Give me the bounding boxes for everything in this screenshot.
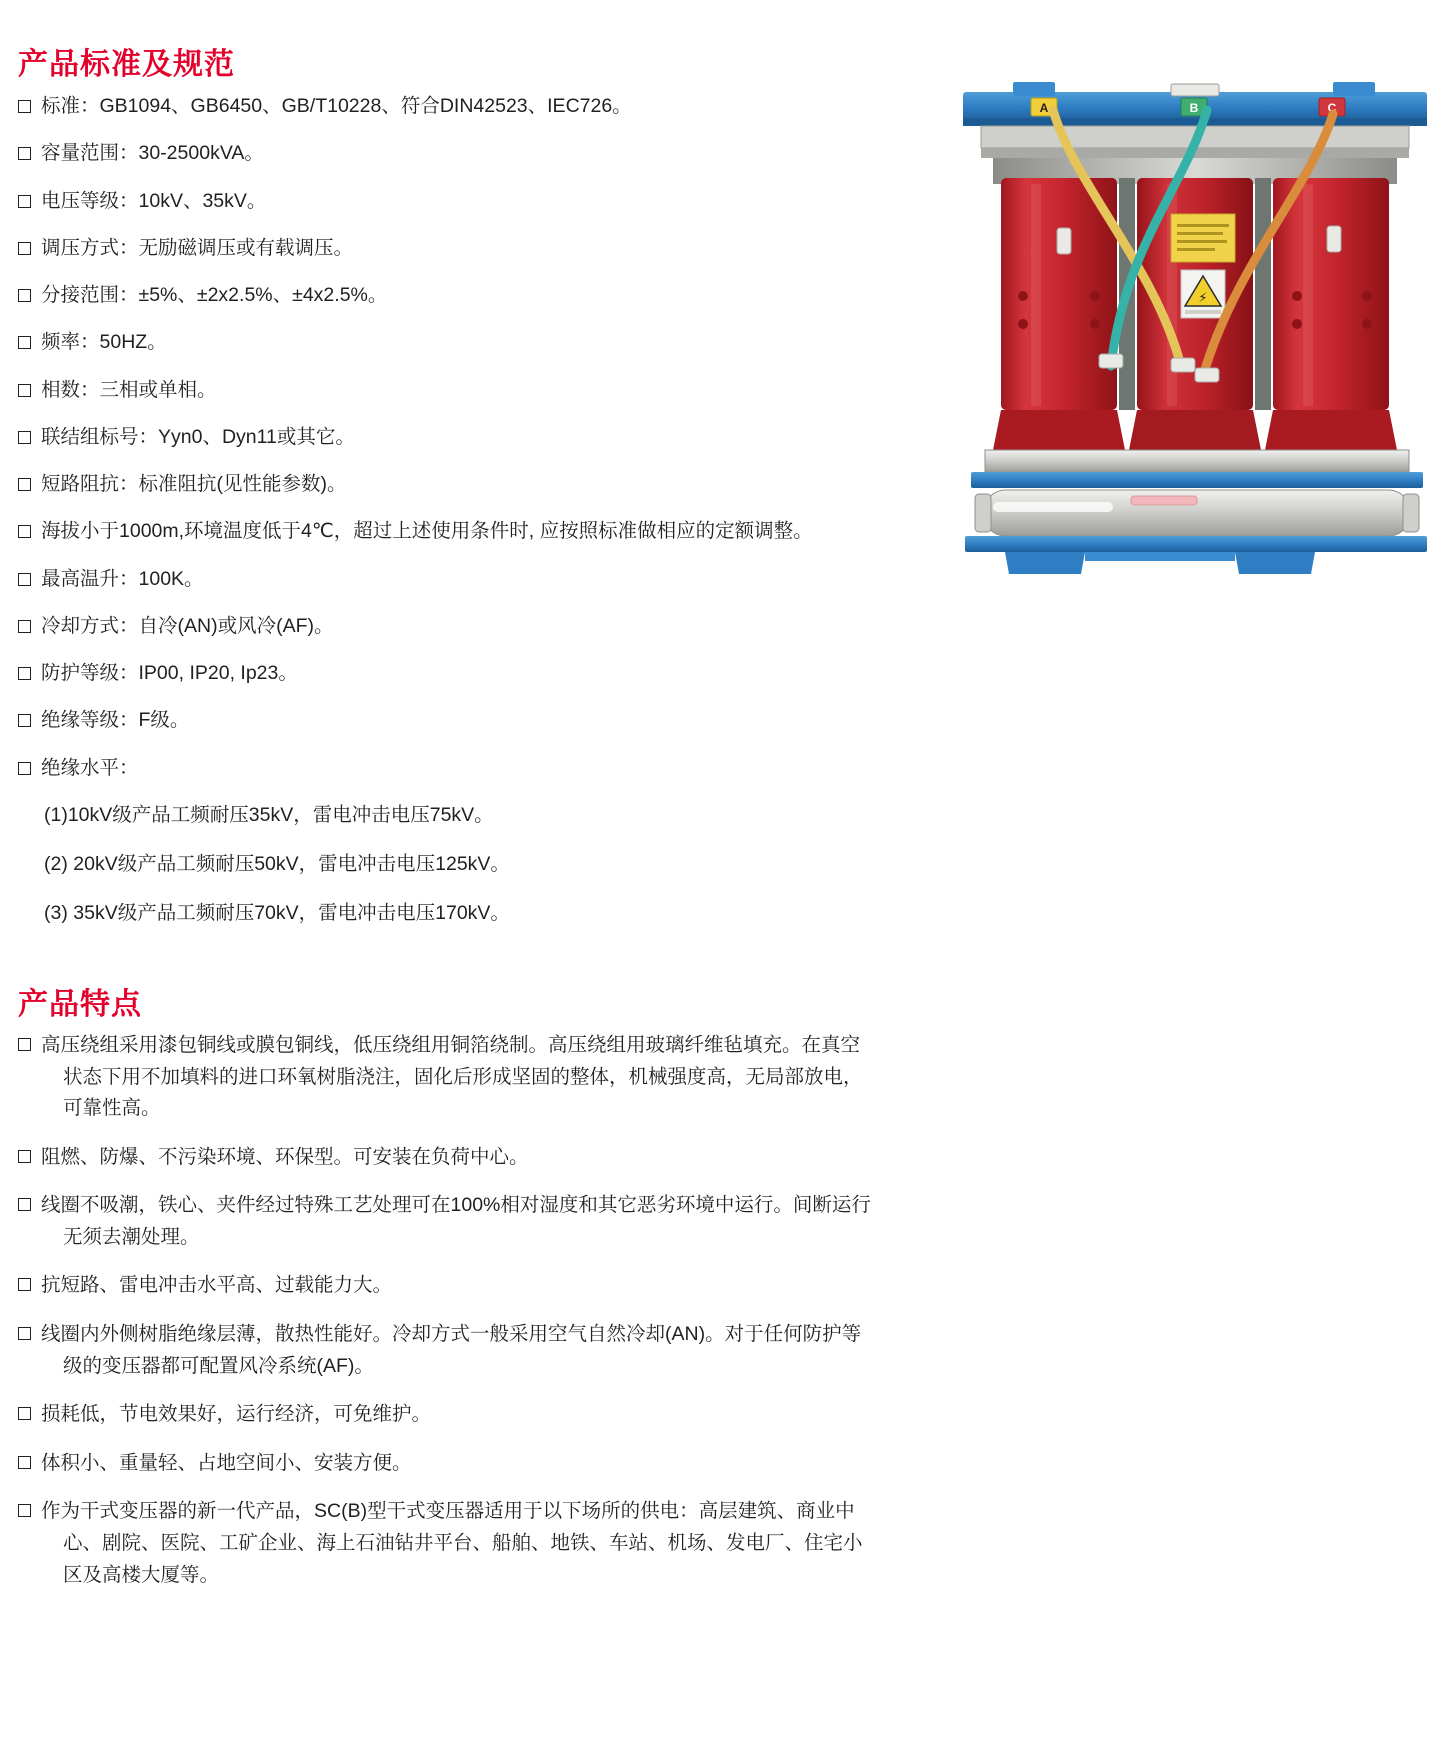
- spec-text: 分接范围：±5%、±2x2.5%、±4x2.5%。: [41, 284, 388, 306]
- specs-section-title: 产品标准及规范: [18, 47, 235, 81]
- list-item: [18, 1030, 873, 1125]
- checkbox-icon: [18, 1504, 31, 1517]
- spec-text: 冷却方式：自冷(AN)或风冷(AF)。: [41, 614, 334, 637]
- list-item: [18, 376, 858, 405]
- checkbox-icon: [18, 1327, 31, 1340]
- phase-label-b: B: [1189, 101, 1199, 115]
- product-image: [935, 66, 1452, 576]
- list-item: [18, 754, 858, 783]
- feature-text: 体积小、重量轻、占地空间小、安装方便。: [41, 1451, 412, 1474]
- feature-text: 线圈内外侧树脂绝缘层薄，散热性能好。冷却方式一般采用空气自然冷却(AN)。对于任何防护等级的变压器都可配置风冷系统(AF)。: [41, 1323, 862, 1377]
- checkbox-icon: [18, 289, 31, 302]
- list-item: [18, 92, 858, 121]
- checkbox-icon: [18, 242, 31, 255]
- spec-text: 海拔小于1000m,环境温度低于4℃，超过上述使用条件时, 应按照标准做相应的定额调整。: [41, 520, 813, 543]
- feature-text: 高压绕组采用漆包铜线或膜包铜线，低压绕组用铜箔绕制。高压绕组用玻璃纤维毡填充。在真空状态下用不加填料的进口环氧树脂浇注，固化后形成坚固的整体，机械强度高，无局部放电，可靠性高。: [41, 1034, 863, 1120]
- checkbox-icon: [18, 384, 31, 397]
- list-item: [18, 1496, 873, 1591]
- list-item: [18, 328, 858, 357]
- checkbox-icon: [18, 667, 31, 680]
- list-item: [18, 470, 858, 499]
- list-item: [18, 423, 858, 452]
- features-list: [18, 1030, 873, 1608]
- spec-text: 短路阻抗：标准阻抗(见性能参数)。: [41, 473, 347, 495]
- spec-text: 频率：50HZ。: [41, 331, 167, 354]
- feature-text: 抗短路、雷电冲击水平高、过载能力大。: [41, 1274, 393, 1297]
- phase-label-a: A: [1039, 101, 1049, 115]
- checkbox-icon: [18, 1456, 31, 1469]
- spec-text: 绝缘水平：: [41, 756, 139, 779]
- checkbox-icon: [18, 762, 31, 775]
- checkbox-icon: [18, 1278, 31, 1291]
- list-item: (2) 20kV级产品工频耐压50kV，雷电冲击电压125kV。: [44, 853, 510, 875]
- dry-type-transformer-illustration: [935, 66, 1452, 576]
- spec-text: 最高温升：100K。: [41, 567, 204, 590]
- checkbox-icon: [18, 1407, 31, 1420]
- checkbox-icon: [18, 714, 31, 727]
- spec-text: 联结组标号：Yyn0、Dyn11或其它。: [41, 425, 355, 448]
- list-item: [18, 234, 858, 263]
- checkbox-icon: [18, 147, 31, 160]
- spec-text: 标准：GB1094、GB6450、GB/T10228、符合DIN42523、IEC726。: [41, 95, 632, 117]
- feature-text: 作为干式变压器的新一代产品，SC(B)型干式变压器适用于以下场所的供电：高层建筑、商业中心、剧院、医院、工矿企业、海上石油钻井平台、船舶、地铁、车站、机场、发电厂、住宅小区及高楼大厦等。: [41, 1500, 863, 1586]
- list-item: [18, 612, 858, 641]
- list-item: [18, 139, 858, 168]
- list-item: [18, 517, 858, 546]
- checkbox-icon: [18, 1150, 31, 1163]
- checkbox-icon: [18, 195, 31, 208]
- list-item: [18, 1399, 873, 1431]
- list-item: (1)10kV级产品工频耐压35kV，雷电冲击电压75kV。: [44, 803, 494, 826]
- list-item: [18, 187, 858, 216]
- list-item: [18, 1190, 873, 1253]
- spec-text: 电压等级：10kV、35kV。: [41, 189, 267, 212]
- feature-text: 线圈不吸潮，铁心、夹件经过特殊工艺处理可在100%相对湿度和其它恶劣环境中运行。间断运行无须去潮处理。: [41, 1194, 871, 1248]
- list-item: [18, 1319, 873, 1382]
- feature-text: 损耗低，节电效果好，运行经济，可免维护。: [41, 1403, 432, 1426]
- list-item: [18, 1270, 873, 1302]
- list-item: [18, 565, 858, 594]
- list-item: [18, 1142, 873, 1174]
- spec-text: 绝缘等级：F级。: [41, 709, 190, 732]
- checkbox-icon: [18, 100, 31, 113]
- spec-text: 容量范围：30-2500kVA。: [41, 142, 264, 165]
- list-item: (3) 35kV级产品工频耐压70kV，雷电冲击电压170kV。: [44, 902, 510, 925]
- checkbox-icon: [18, 1198, 31, 1211]
- phase-label-c: C: [1327, 101, 1337, 115]
- features-section-title: 产品特点: [18, 987, 142, 1021]
- list-item: [18, 281, 858, 310]
- checkbox-icon: [18, 1038, 31, 1051]
- checkbox-icon: [18, 431, 31, 444]
- list-item: [18, 706, 858, 735]
- warning-icon: ⚡: [1198, 291, 1208, 306]
- checkbox-icon: [18, 478, 31, 491]
- checkbox-icon: [18, 525, 31, 538]
- spec-text: 相数：三相或单相。: [41, 378, 217, 401]
- specs-list: [18, 92, 858, 949]
- checkbox-icon: [18, 336, 31, 349]
- checkbox-icon: [18, 620, 31, 633]
- list-item: [18, 659, 858, 688]
- feature-text: 阻燃、防爆、不污染环境、环保型。可安装在负荷中心。: [41, 1145, 529, 1168]
- spec-text: 防护等级：IP00, IP20, Ip23。: [41, 662, 298, 684]
- spec-text: 调压方式：无励磁调压或有载调压。: [41, 236, 354, 259]
- insulation-level-sublist: [18, 801, 858, 929]
- list-item: [18, 1448, 873, 1480]
- checkbox-icon: [18, 573, 31, 586]
